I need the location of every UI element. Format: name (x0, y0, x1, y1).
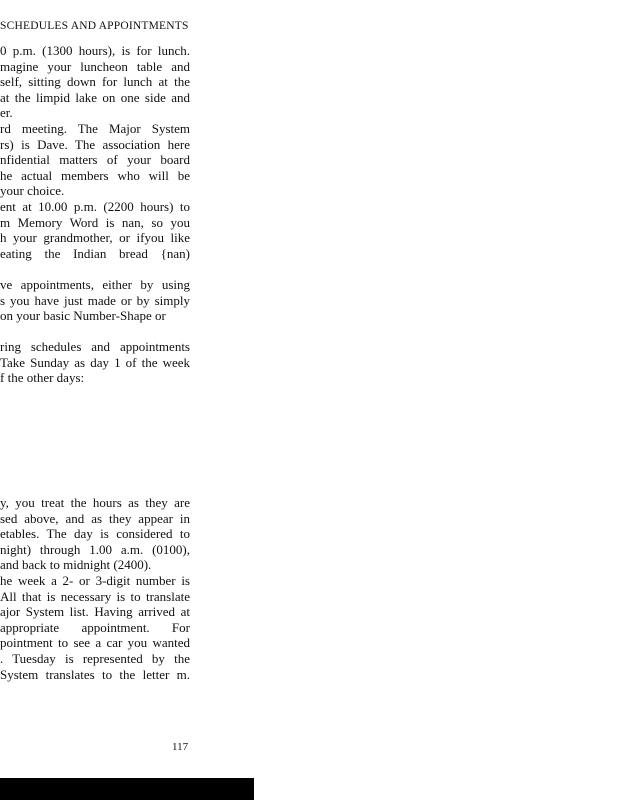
body-line: at the limpid lake on one side and (0, 89, 190, 105)
body-text (0, 43, 190, 682)
body-line: etables. The day is considered to (0, 526, 190, 542)
body-line: ent at 10.00 p.m. (2200 hours) to (0, 198, 190, 214)
body-line: Take Sunday as day 1 of the week (0, 354, 190, 370)
body-line: pointment to see a car you wanted (0, 635, 190, 651)
body-line: All that is necessary is to translate (0, 588, 190, 604)
body-line: . Tuesday is represented by the (0, 651, 190, 666)
body-line: he actual members who will be (0, 167, 190, 183)
page-number: 117 (172, 741, 189, 753)
scan-edge-bar (0, 778, 254, 800)
body-line: rd meeting. The Major System (0, 120, 190, 136)
body-line: night) through 1.00 a.m. (0100), (0, 541, 190, 557)
body-line: ajor System list. Having arrived at (0, 604, 190, 620)
body-line: and back to midnight (2400). (0, 557, 152, 573)
running-header: SCHEDULES AND APPOINTMENTS (0, 20, 189, 32)
body-line: y, you treat the hours as they are (0, 495, 190, 511)
body-line (0, 261, 190, 277)
body-line: your choice. (0, 183, 65, 199)
body-line: System translates to the letter m. (0, 666, 190, 682)
body-line: m Memory Word is nan, so you (0, 214, 190, 230)
body-line: he week a 2- or 3-digit number is (0, 573, 190, 589)
body-line: nfidential matters of your board (0, 152, 190, 168)
body-line: rs) is Dave. The association here (0, 136, 190, 152)
body-line: f the other days: (0, 370, 85, 386)
body-line: appropriate appointment. For (0, 619, 190, 635)
body-line (0, 386, 190, 495)
body-line: h your grandmother, or ifyou like (0, 230, 190, 246)
body-line: s you have just made or by simply (0, 292, 190, 308)
body-line: 0 p.m. (1300 hours), is for lunch. (0, 43, 190, 58)
body-line: ring schedules and appointments (0, 339, 190, 355)
body-line: er. (0, 105, 13, 121)
body-line: magine your luncheon table and (0, 58, 190, 74)
body-line (0, 324, 190, 340)
body-line: eating the Indian bread {nan) (0, 245, 190, 261)
body-line: sed above, and as they appear in (0, 510, 190, 526)
body-line: ve appointments, either by using (0, 276, 190, 292)
body-line: on your basic Number-Shape or (0, 308, 166, 324)
body-line: self, sitting down for lunch at the (0, 74, 190, 90)
